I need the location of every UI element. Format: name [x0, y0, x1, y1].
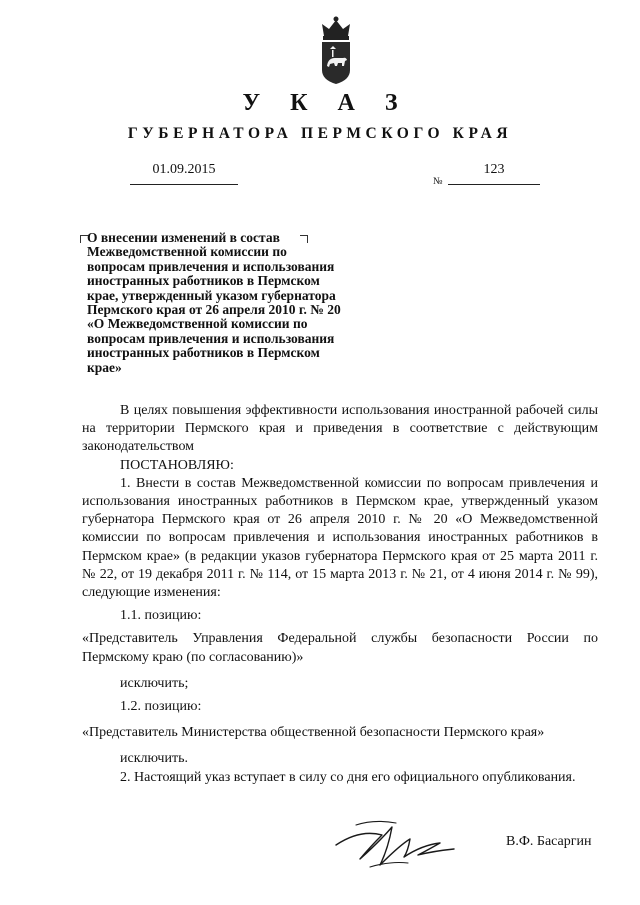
signer-name: В.Ф. Басаргин [506, 834, 592, 849]
number-sign: № [433, 176, 443, 187]
perm-krai-coat-of-arms-icon [316, 14, 356, 86]
item-1-1-text: «Представитель Управления Федеральной службы безопасности России по Пермскому краю (по согласованию)» [82, 631, 598, 665]
item-2: 2. Настоящий указ вступает в силу со дня его официального опубликования. [120, 769, 576, 785]
item-1-1: 1.1. позицию: [120, 608, 202, 624]
item-1-2: 1.2. позицию: [120, 699, 202, 715]
item-1-2-text: «Представитель Министерства общественной безопасности Пермского края» [82, 725, 545, 741]
item-1-1-action: исключить; [120, 675, 189, 691]
item-1: 1. Внести в состав Межведомственной комиссии по вопросам привлечения и использования иностранных работников в Пермском крае, утвержденный указом губернатора Пермского края от 26 апреля 2010 г. № 20 «О Межведомственной комиссии по вопросам привлечения и использования иностранных работников в Пермском крае» (в редакции указов губернатора Пермского края от 25 марта 2011 г. № 22, от 19 декабря 2011 г. № 114, от 15 марта 2013 г. № 21, от 4 июня 2014 г. № 99), следующие изменения: [82, 475, 598, 601]
decree-subject: О внесении изменений в состав Межведомственной комиссии по вопросам привлечения и использования иностранных работников в Пермском крае, утвержденный указом губернатора Пермского края от 26 апреля 2010 г. № 20 «О Межведомственной комиссии по вопросам привлечения и использования иностранных работников в Пермском крае» [87, 230, 341, 375]
document-title: У К А З [242, 90, 410, 116]
item-1-2-action: исключить. [120, 751, 188, 767]
document-subtitle: ГУБЕРНАТОРА ПЕРМСКОГО КРАЯ [127, 125, 513, 142]
decree-body [82, 402, 598, 787]
decree-date: 01.09.2015 [130, 162, 238, 185]
handwritten-signature [330, 805, 460, 875]
decree-number: 123 [448, 162, 540, 185]
preamble: В целях повышения эффективности использования иностранной рабочей силы на территории Пермского края и приведения в соответствие с действующим законодательством [82, 403, 598, 455]
decree-word: ПОСТАНОВЛЯЮ: [120, 457, 234, 473]
